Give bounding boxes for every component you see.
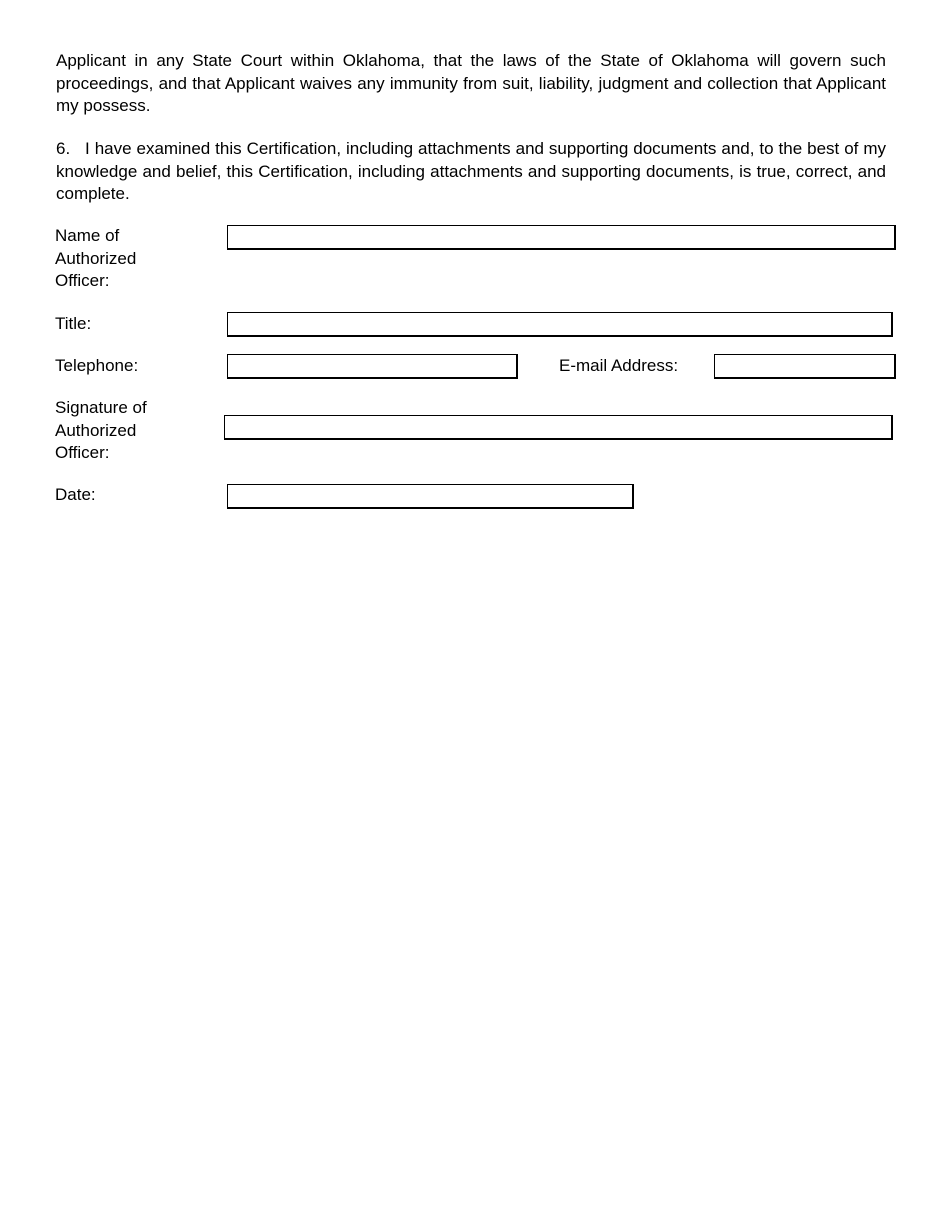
email-address-field[interactable] (714, 354, 896, 379)
paragraph-6-certification: 6. I have examined this Certification, including attachments and supporting documents and, to the best of my knowledge and belief, this Certification, including attachments and supporting documents, is true, correct, and complete. (56, 139, 886, 203)
telephone-label: Telephone: (55, 356, 139, 375)
telephone-field[interactable] (227, 354, 518, 379)
title-label: Title: (55, 314, 92, 333)
name-of-authorized-officer-label: Name of Authorized Officer: (55, 226, 137, 290)
email-address-label: E-mail Address: (559, 356, 679, 375)
date-field[interactable] (227, 484, 634, 509)
name-of-authorized-officer-field[interactable] (227, 225, 896, 250)
signature-of-authorized-officer-field[interactable] (224, 415, 893, 440)
signature-of-authorized-officer-label: Signature of Authorized Officer: (55, 398, 147, 462)
date-label: Date: (55, 485, 96, 504)
title-field[interactable] (227, 312, 893, 337)
paragraph-continued: Applicant in any State Court within Oklahoma, that the laws of the State of Oklahoma will govern such proceedings, and that Applicant waives any immunity from suit, liability, judgment and collection that Applicant my possess. (56, 51, 886, 115)
